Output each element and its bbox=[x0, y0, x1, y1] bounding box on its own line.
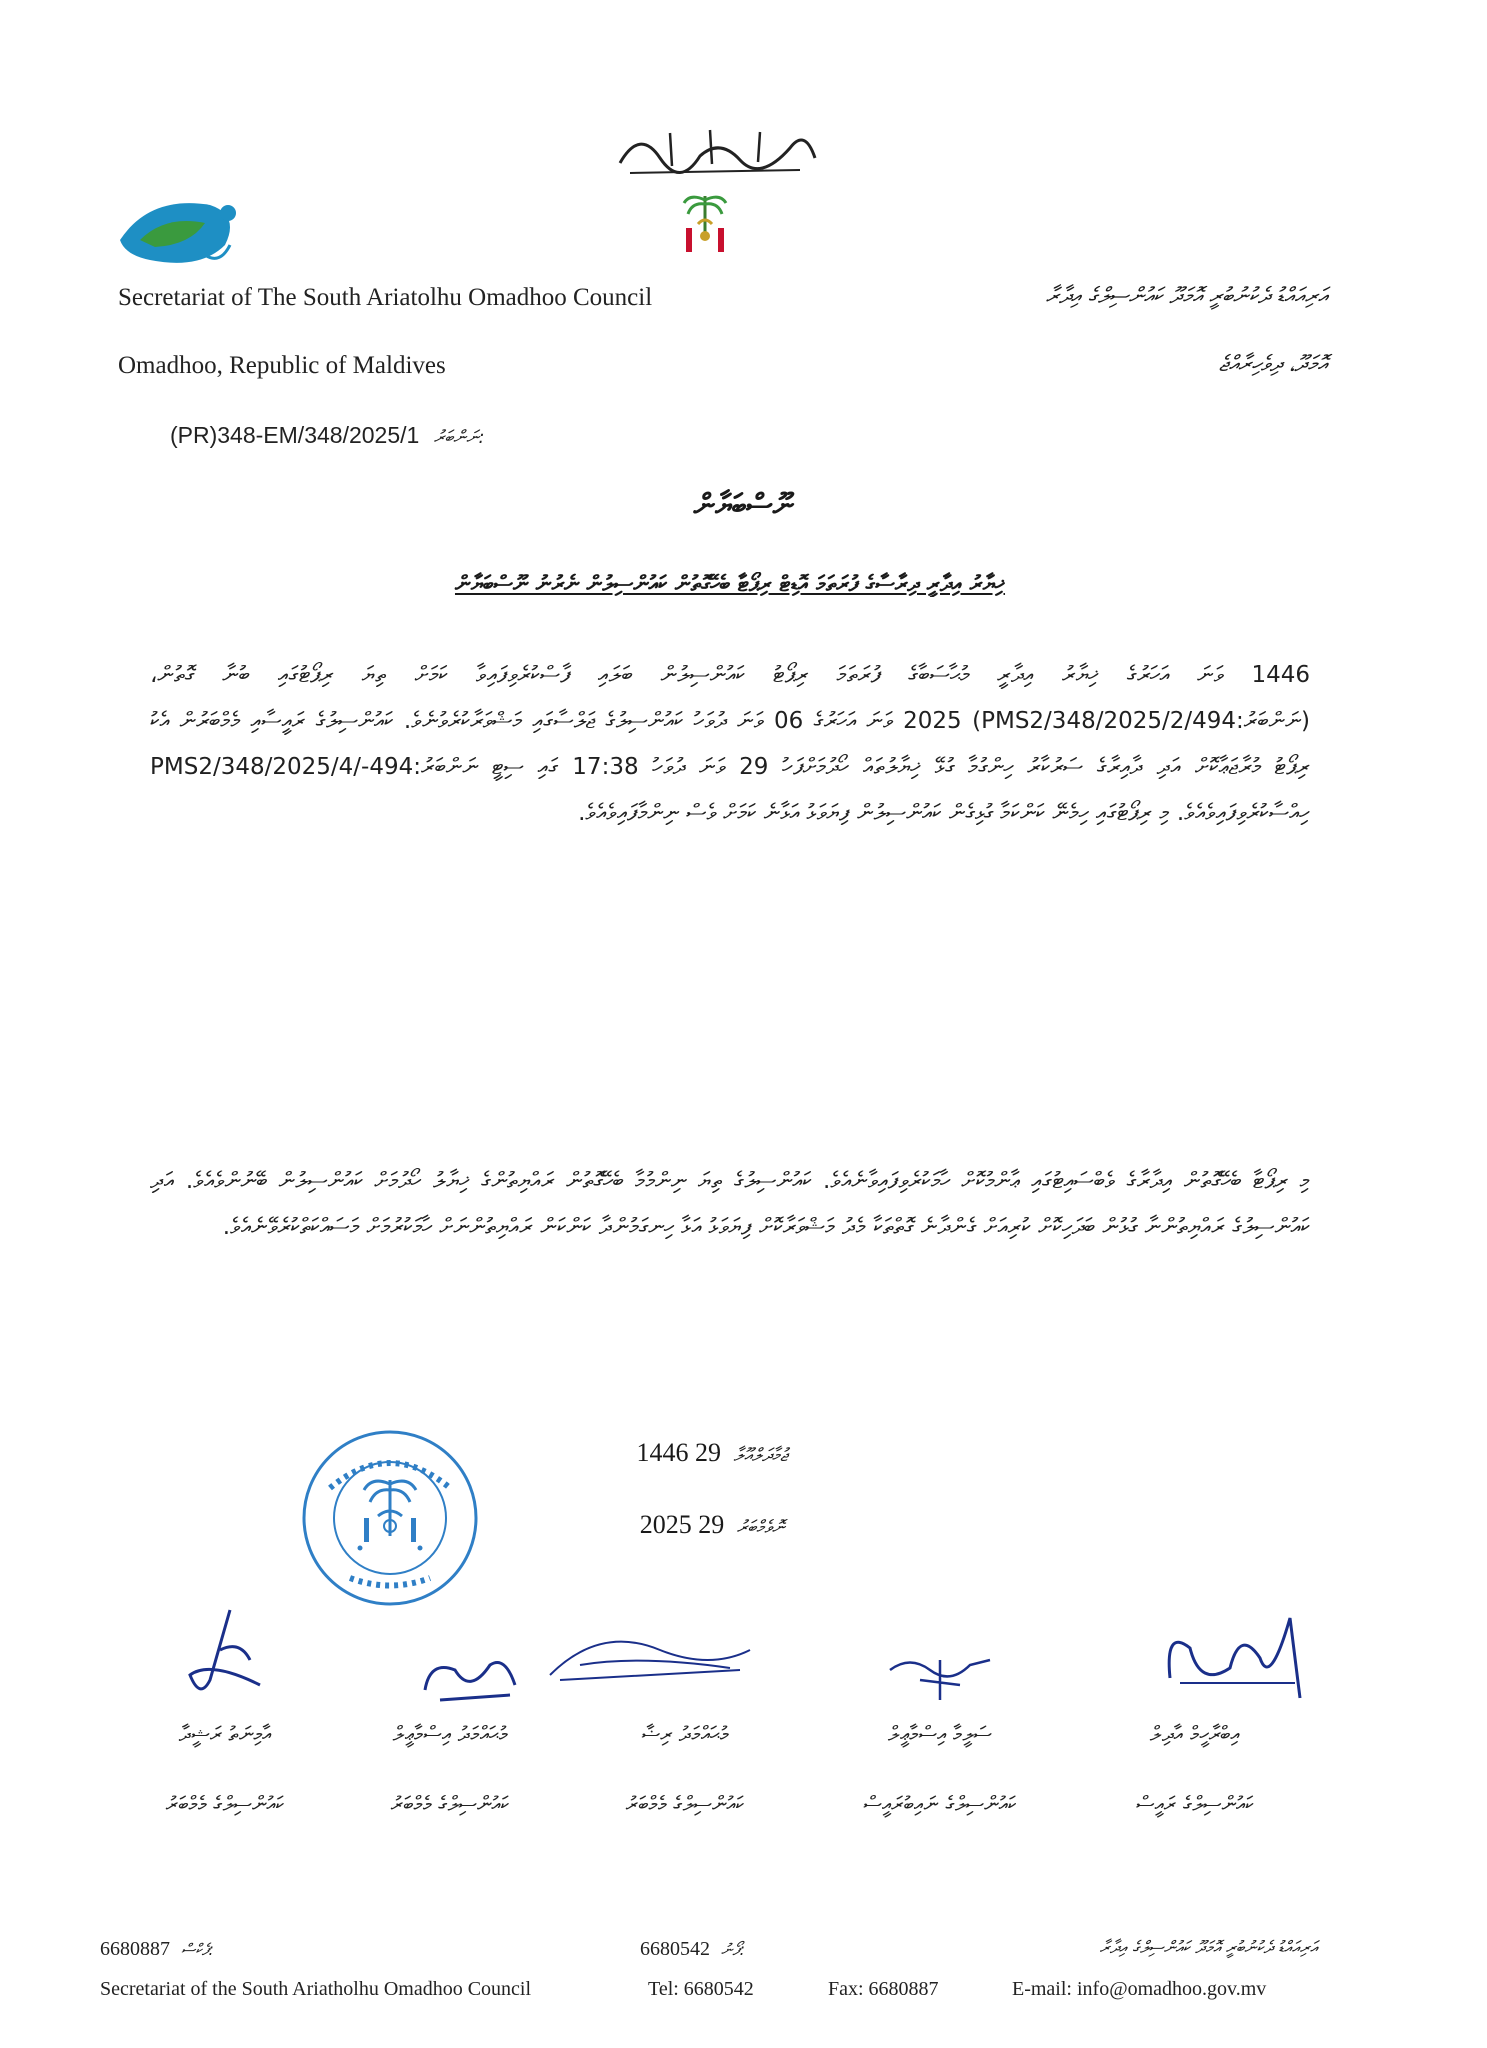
footer-tel-number-dv: 6680542 bbox=[640, 1938, 710, 1960]
notice-paragraph-1: 1446 ވަނަ އަހަރުގެ ޚިޔާރު އިދާރީ މުޙާސަބާގެ ފުރަތަމަ ރިޕޯޓު ކައުންސިލުން ބަލައި ފާސްކުރެވިފައިވާ ކަމަށް ތިޔަ ރިޕޯޓުގައި ބުނާ ގޮތުން، (ނަންބަރު:494/PMS2/348/2025/2) 2025 ވަނަ އަހަރުގެ 06 ވަނަ ދުވަހު ކައުންސިލުގެ ޖަލްސާގައި މަޝްވަރާކުރެވުނެވެ. ކައުންސިލުގެ ރައީސާއި މެމްބަރުން އެކު ރިޕޯޓު މުރާޖަޢާކޮށް އަދި ދާއިރާގެ ސަރުކާރު ހިންގުމާ ގުޅޭ ޚިޔާލުތައް ހޯދުމަށްފަހު 29 ވަނަ ދުވަހު 17:38 ގައި ސިޓީ ނަންބަރު:494-/PMS2/348/2025/4 ހިއްސާކުރެވިފައިވެއެވެ. މި ރިޕޯޓުގައި ހިމެނޭ ކަންކަމާ ގުޅިގެން ކައުންސިލުން ފިޔަވަޅު އަޅާނެ ކަމަށް ވެސް ނިންމާފައިވެއެވެ. bbox=[150, 662, 1310, 826]
gregorian-day: 29 bbox=[698, 1510, 725, 1539]
office-name-dv: އަރިއައްޑު ދެކުނުބުރީ އޮމަދޫ ކައުންސިލްގެ އިދާރާ bbox=[1045, 284, 1327, 309]
reference-number-row bbox=[170, 422, 485, 449]
footer-office-en: Secretariat of the South Ariatholhu Omadhoo Council bbox=[100, 1978, 532, 2000]
footer-tel-dv bbox=[640, 1938, 745, 1961]
reference-label: ނަންބަރު: bbox=[433, 427, 485, 448]
hijri-day: 29 bbox=[695, 1438, 721, 1467]
signature-5 bbox=[170, 1600, 280, 1710]
signatory-name-5: އާމިނަތު ރަޝީދާ bbox=[178, 1722, 272, 1746]
signature-3 bbox=[540, 1620, 760, 1700]
signatory-role-2: ކައުންސިލްގެ ނައިބުރައީސް bbox=[863, 1792, 1017, 1816]
signatory-name-2: ސަލީމާ އިސްމާޢީލް bbox=[887, 1722, 993, 1746]
bismillah-calligraphy bbox=[600, 118, 830, 188]
reference-number: (PR)348-EM/348/2025/1 bbox=[170, 422, 420, 448]
signature-4 bbox=[410, 1640, 530, 1720]
hijri-month: ޖުމާދަލްއޫލާ bbox=[733, 1445, 788, 1466]
footer-tel-label-dv: ފޯނު: bbox=[721, 1940, 745, 1959]
council-stamp bbox=[300, 1428, 480, 1608]
office-name-en: Secretariat of The South Ariatolhu Omadhoo Council bbox=[118, 284, 653, 311]
footer-fax-dv bbox=[100, 1938, 214, 1961]
notice-paragraph-2: މި ރިޕޯޓާ ބެހޭގޮތުން އިދާރާގެ ވެބްސައިޓުގައި ޢާންމުކޮށް ހާމަކުރެވިފައިވާނެއެވެ. ކައުންސިލުގެ ތިޔަ ނިންމުމާ ބެހޭގޮތުން ރައްޔިތުންގެ ޚިޔާލު ހޯދުމަށް ކައުންސިލުން ބޭނުންވެއެވެ. އަދި ކައުންސިލުގެ ރައްޔިތުންނާ ގުޅުން ބަދަހިކޮށް ކުރިއަށް ގެންދާނެ ގޮތްތަކާ މެދު މަޝްވަރާކޮށް ފިޔަވަޅު އަޅާ ހިނގަމުންދާ ކަންކަން ރައްޔިތުންނަށް ހާމަކުރުމަށް މަސައްކަތްކުރެވޭނެއެވެ. bbox=[150, 1168, 1310, 1240]
footer-fax-number-dv: 6680887 bbox=[100, 1938, 170, 1960]
footer-fax-label-dv: ފެކްސް: bbox=[181, 1940, 214, 1959]
signatory-role-3: ކައުންސިލްގެ މެމްބަރު bbox=[625, 1792, 745, 1816]
notice-title: ނޫސްބަޔާން bbox=[693, 488, 794, 523]
gregorian-date bbox=[600, 1510, 830, 1540]
signature-1 bbox=[1160, 1588, 1310, 1708]
signatory-name-1: އިބްރާހީމް އާދިލް bbox=[1149, 1722, 1241, 1746]
signatory-role-5: ކައުންސިލްގެ މެމްބަރު bbox=[165, 1792, 285, 1816]
hijri-year: 1446 bbox=[636, 1438, 689, 1467]
place-dv: އޮމަދޫ، ދިވެހިރާއްޖެ bbox=[1218, 352, 1327, 377]
footer-email[interactable]: E-mail: info@omadhoo.gov.mv bbox=[1012, 1978, 1267, 2000]
notice-subject: ޚިޔާރު އިދާރީ ދިރާސާގެ ފުރަތަމަ އޮޑިޓް ރިޕޯޓާ ބެހޭގޮތުން ކައުންސިލުން ނެރުނު ނޫސްބަޔާން bbox=[454, 572, 1006, 597]
footer-tel-en: Tel: 6680542 bbox=[648, 1978, 754, 2000]
council-logo bbox=[110, 185, 245, 280]
maldives-emblem bbox=[680, 188, 730, 260]
place-en: Omadhoo, Republic of Maldives bbox=[118, 352, 446, 379]
signatory-name-3: މުޙައްމަދު ރިޟާ bbox=[641, 1722, 729, 1746]
signature-2 bbox=[880, 1640, 1000, 1710]
signatory-role-1: ކައުންސިލްގެ ރައީސް bbox=[1136, 1792, 1254, 1816]
hijri-date bbox=[600, 1438, 830, 1468]
signatory-role-4: ކައުންސިލްގެ މެމްބަރު bbox=[390, 1792, 510, 1816]
footer-fax-en: Fax: 6680887 bbox=[828, 1978, 939, 2000]
footer-office-dv: އަރިއައްޑު ދެކުނުބުރީ އޮމަދޫ ކައުންސިލްގެ އިދާރާ bbox=[1099, 1938, 1317, 1958]
signatory-name-4: މުޙައްމަދު އިސްމާޢީލް bbox=[392, 1722, 508, 1746]
gregorian-month: ނޮވެމްބަރު bbox=[736, 1517, 785, 1538]
gregorian-year: 2025 bbox=[639, 1510, 692, 1539]
